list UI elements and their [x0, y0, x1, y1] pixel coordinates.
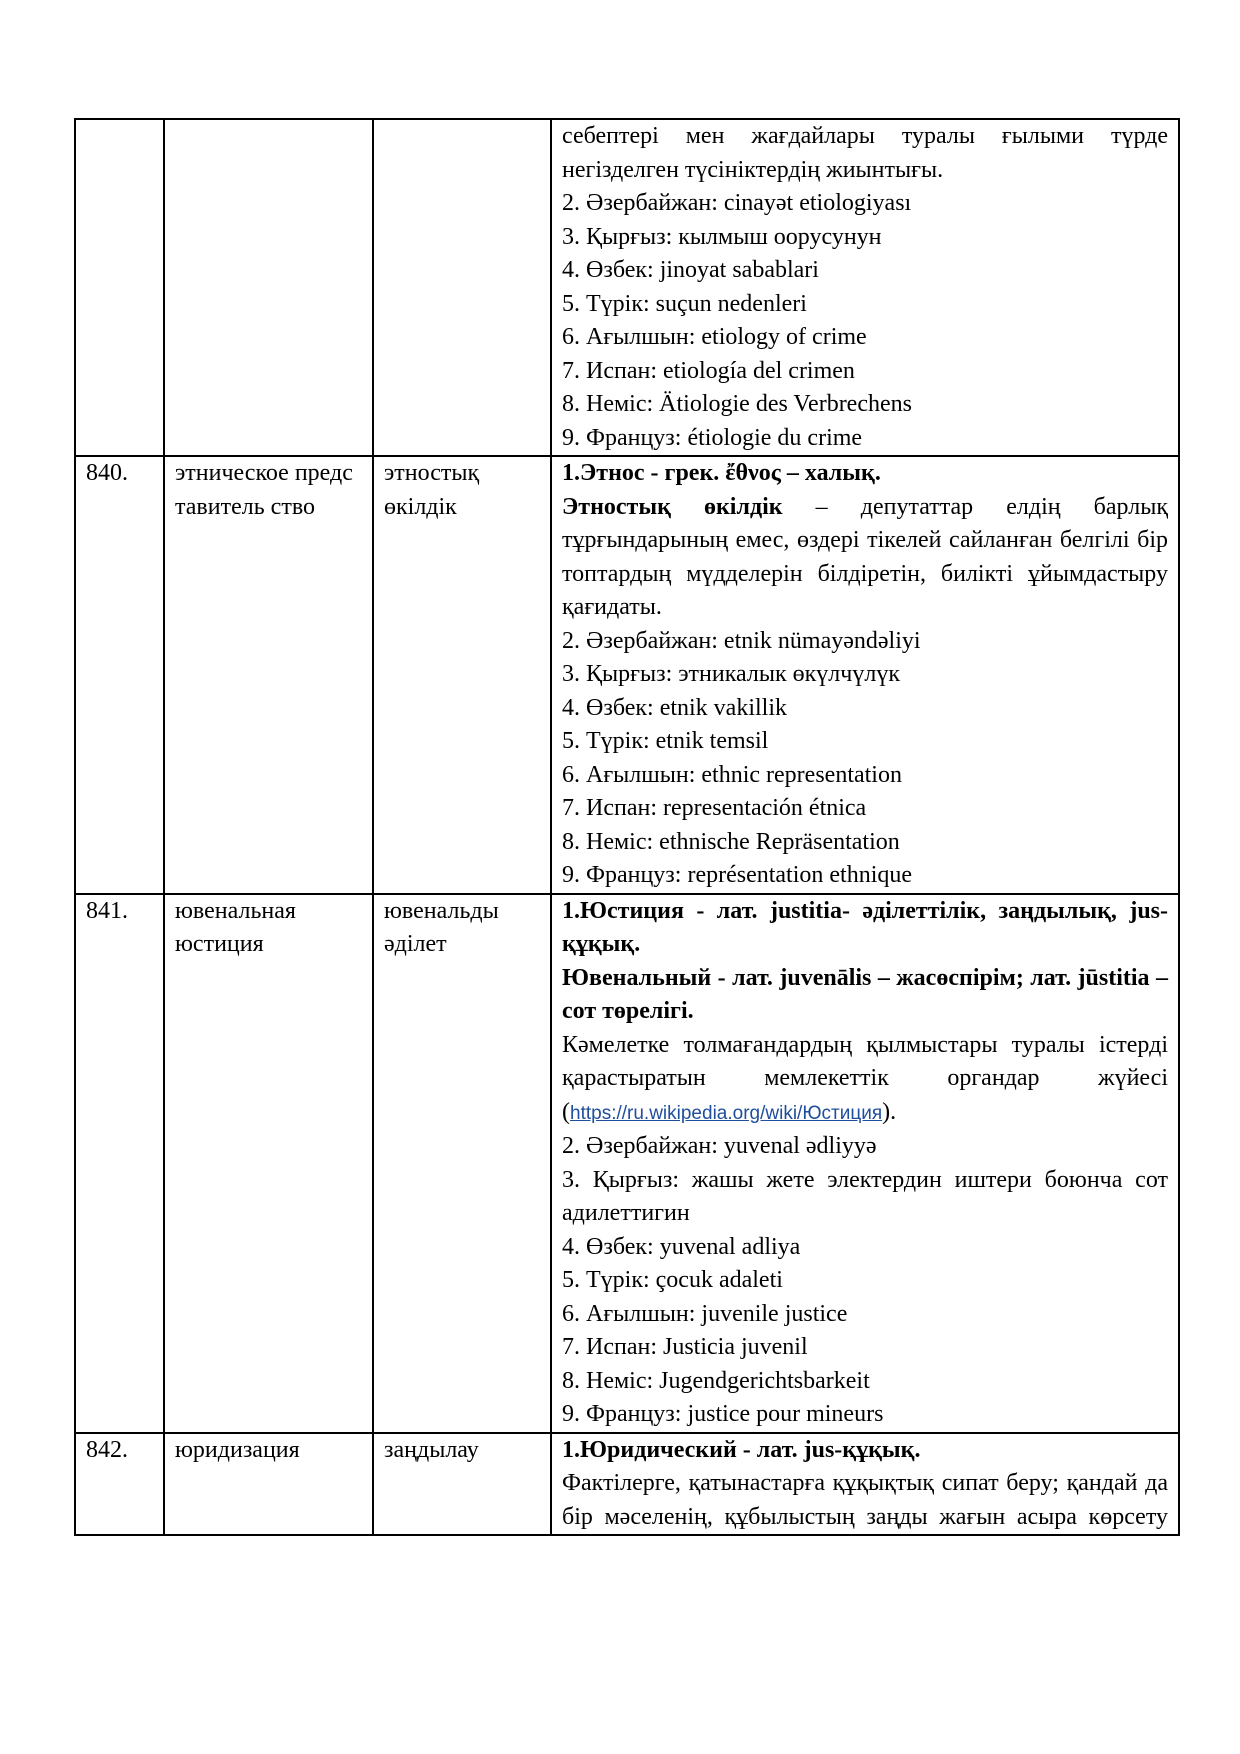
translation-line: 6. Ағылшын: ethnic representation [562, 761, 902, 788]
source-line [562, 1096, 1168, 1131]
translation-line: 9. Француз: justice pour mineurs [562, 1401, 884, 1427]
definition-body: – депутаттар елдің барлық тұрғындарының емес, өздері тікелей сайланған белгілі бір топтардың мүдделерін білдіретін, билікті ұйымдастыру қағидаты. [562, 493, 1168, 620]
translation-line: 5. Түрік: etnik temsil [562, 728, 769, 754]
table-row [75, 119, 1179, 456]
translation-line: 6. Ағылшын: juvenile justice [562, 1300, 848, 1327]
entry-number: 841. [75, 894, 164, 1433]
translation-line: 6. Ағылшын: etiology of crime [562, 324, 867, 350]
translation-line: 5. Түрік: çocuk adaleti [562, 1267, 783, 1293]
russian-term [164, 119, 373, 456]
translation-line: 2. Әзербайжан: cinayət etiologiyası [562, 190, 912, 216]
table-row [75, 894, 1179, 1433]
table-row [75, 456, 1179, 894]
russian-term: этническое представитель ство [164, 456, 373, 894]
translation-line: 8. Неміс: Jugendgerichtsbarkeit [562, 1367, 870, 1394]
table-row [75, 1433, 1179, 1536]
definition-cell [551, 1433, 1179, 1536]
kazakh-term: ювенальды әділет [373, 894, 551, 1433]
definition-cell [551, 894, 1179, 1433]
translation-line: 3. Қырғыз: жашы жете электердин иштери боюнча сот адилеттигин [562, 1166, 1168, 1226]
translation-line: 4. Өзбек: jinoyat sabablari [562, 257, 819, 283]
translation-line: 8. Неміс: ethnische Repräsentation [562, 828, 900, 855]
translation-line: 7. Испан: Justicia juvenil [562, 1334, 808, 1360]
kazakh-term [373, 119, 551, 456]
translation-line: 9. Француз: représentation ethnique [562, 862, 913, 888]
translation-line: 7. Испан: etiología del crimen [562, 357, 855, 384]
translation-line: 5. Түрік: suçun nedenleri [562, 290, 807, 317]
entry-number: 840. [75, 456, 164, 894]
link-paren-open: ( [562, 1098, 570, 1125]
definition-text [562, 491, 1168, 625]
definition-cell [551, 119, 1179, 456]
russian-term: ювенальная юстиция [164, 894, 373, 1433]
entry-number: 842. [75, 1433, 164, 1536]
translation-line: 2. Әзербайжан: etnik nümayəndəliyi [562, 627, 921, 654]
kazakh-term: этностық өкілдік [373, 456, 551, 894]
definition-text: Кәмелетке толмағандардың қылмыстары туралы істерді қарастыратын мемлекеттік органдар жүйесі [562, 1031, 1168, 1091]
definition-cell [551, 456, 1179, 894]
translation-line: 3. Қырғыз: кылмыш оорусунун [562, 223, 882, 250]
entry-number [75, 119, 164, 456]
translation-line: 3. Қырғыз: этникалык өкүлчүлүк [562, 661, 900, 687]
dictionary-table [74, 118, 1180, 1536]
etymology-text: Ювенальный - лат. juvenālis – жасөспірім; лат. jūstitia – сот төрелігі. [562, 964, 1168, 1024]
russian-term: юридизация [164, 1433, 373, 1536]
link-paren-close: ). [882, 1098, 897, 1125]
etymology-text: 1.Юридический - лат. jus-құқық. [562, 1436, 921, 1463]
translation-line: 2. Әзербайжан: yuvenal ədliyyə [562, 1133, 877, 1159]
translation-line: 4. Өзбек: yuvenal adliya [562, 1233, 801, 1260]
translation-line: 4. Өзбек: etnik vakillik [562, 694, 787, 721]
definition-text: себептері мен жағдайлары туралы ғылыми түрде негізделген түсініктердің жиынтығы. [562, 123, 1168, 183]
translation-line: 9. Француз: étiologie du crime [562, 424, 863, 451]
etymology-text: 1.Этнос - грек. ἔθνος – халық. [562, 460, 881, 486]
etymology-text: 1.Юстиция - лат. justitia- әділеттілік, заңдылық, jus-құқық. [562, 897, 1168, 957]
definition-term: Этностық өкілдік [562, 493, 783, 520]
translation-line: 7. Испан: representación étnica [562, 795, 867, 821]
source-link[interactable]: https://ru.wikipedia.org/wiki/Юстиция [570, 1102, 883, 1124]
definition-text: Фактілерге, қатынастарға құқықтық сипат беру; қандай да бір мәселенің, құбылыстың заңды жағын асыра көрсету [562, 1470, 1168, 1530]
kazakh-term: заңдылау [373, 1433, 551, 1536]
translation-line: 8. Неміс: Ätiologie des Verbrechens [562, 391, 912, 417]
